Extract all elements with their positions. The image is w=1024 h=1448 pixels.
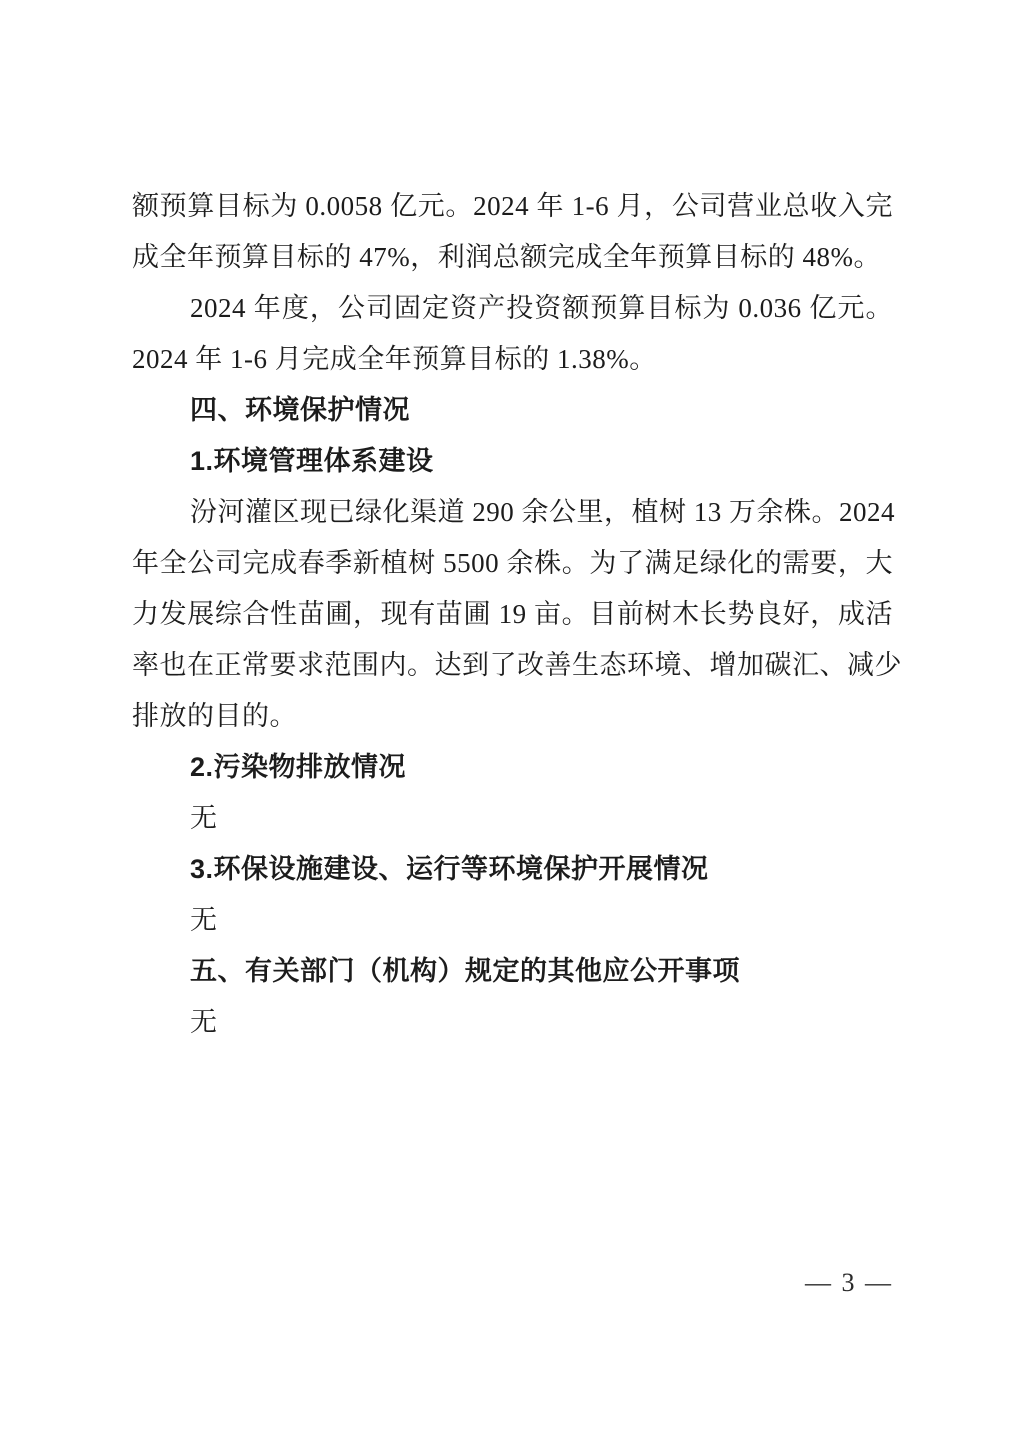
none-value-line: 无 — [190, 905, 218, 935]
subsection-heading-1: 1.环境管理体系建设 — [190, 446, 434, 476]
subsection-heading-2: 2.污染物排放情况 — [190, 752, 407, 782]
page-number: — 3 — — [805, 1268, 893, 1297]
section-heading-4: 四、环境保护情况 — [190, 395, 410, 425]
body-line: 2024 年度，公司固定资产投资额预算目标为 0.036 亿元。 — [190, 293, 893, 323]
body-line: 年全公司完成春季新植树 5500 余株。为了满足绿化的需要，大 — [132, 548, 893, 578]
section-heading-5: 五、有关部门（机构）规定的其他应公开事项 — [190, 956, 740, 986]
none-value-line: 无 — [190, 803, 218, 833]
body-line: 率也在正常要求范围内。达到了改善生态环境、增加碳汇、减少 — [132, 650, 902, 680]
document-body — [132, 181, 902, 1048]
none-value-line: 无 — [190, 1007, 218, 1037]
body-line: 汾河灌区现已绿化渠道 290 余公里，植树 13 万余株。2024 — [190, 497, 895, 527]
subsection-heading-3: 3.环保设施建设、运行等环境保护开展情况 — [190, 854, 709, 884]
body-line: 2024 年 1-6 月完成全年预算目标的 1.38%。 — [132, 344, 657, 374]
body-line: 成全年预算目标的 47%，利润总额完成全年预算目标的 48%。 — [132, 242, 881, 272]
body-line: 力发展综合性苗圃，现有苗圃 19 亩。目前树木长势良好，成活 — [132, 599, 893, 629]
body-line: 额预算目标为 0.0058 亿元。2024 年 1-6 月，公司营业总收入完 — [132, 191, 893, 221]
body-line: 排放的目的。 — [132, 701, 297, 731]
